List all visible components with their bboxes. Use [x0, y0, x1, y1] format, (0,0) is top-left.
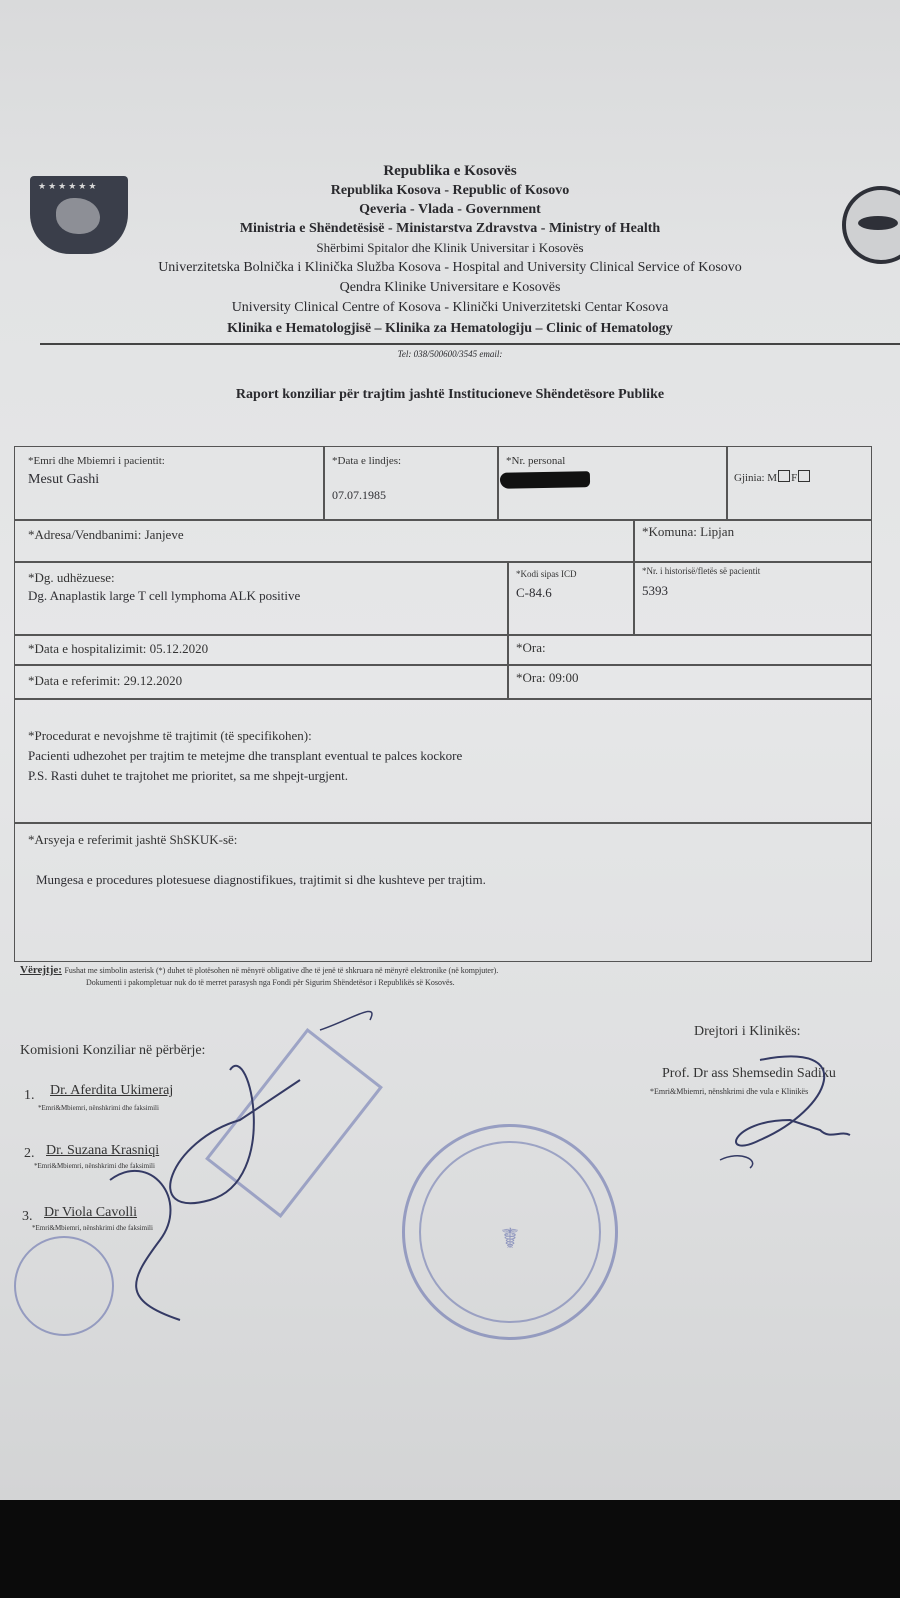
director-caption: *Emri&Mbiemri, nënshkrimi dhe vula e Klinikës — [650, 1087, 809, 1096]
member-3-name: Dr Viola Cavolli — [44, 1205, 138, 1220]
diagnosis-label: *Dg. udhëzuese: — [28, 570, 115, 585]
header-contact: Tel: 038/500600/3545 email: — [397, 349, 503, 359]
director-title: Drejtori i Klinikës: — [694, 1024, 801, 1039]
patient-name-label: *Emri dhe Mbiemri i pacientit: — [28, 455, 165, 467]
kosovo-coat-of-arms-icon: ★★★★★★ — [30, 176, 128, 254]
header-service: Shërbimi Spitalor dhe Klinik Universitar i Kosovës — [316, 240, 584, 255]
director-name: Prof. Dr ass Shemsedin Sadiku — [662, 1066, 836, 1081]
member-2-name: Dr. Suzana Krasniqi — [46, 1143, 160, 1158]
report-title: Raport konziliar për trajtim jashtë Institucioneve Shëndetësore Publike — [235, 387, 665, 402]
reason-value: Mungesa e procedures plotesuese diagnostifikues, trajtimit si dhe kushteve per trajtim. — [36, 872, 486, 887]
header-republic: Republika e Kosovës — [383, 163, 517, 179]
header-hospital: Univerzitetska Bolnička i Klinička Služba Kosova - Hospital and University Clinical Service of Kosovo — [158, 260, 742, 275]
header-ministry: Ministria e Shëndetësisë - Ministarstva Zdravstva - Ministry of Health — [239, 221, 661, 236]
note-label: Vërejtje: — [20, 964, 62, 976]
member-3-number: 3. — [22, 1209, 33, 1224]
patient-name-value: Mesut Gashi — [28, 472, 100, 487]
gender-field: Gjinia: M F — [734, 470, 811, 484]
personal-number-label: *Nr. personal — [506, 455, 566, 467]
member-2-caption: *Emri&Mbiemri, nënshkrimi dhe faksimili — [34, 1162, 155, 1170]
procedures-line-1: Pacienti udhezohet per trajtim te metejme dhe transplant eventual te palces kockore — [28, 748, 463, 763]
note-line-1: Fushat me simbolin asterisk (*) duhet të plotësohen në mënyrë obligative dhe të jenë të shkruara në mënyrë elektronike (në kompjuter). — [64, 966, 499, 975]
reason-label: *Arsyeja e referimit jashtë ShSKUK-së: — [28, 832, 238, 847]
address-field: *Adresa/Vendbanimi: Janjeve — [28, 527, 184, 542]
procedures-label: *Procedurat e nevojshme të trajtimit (të specifikohen): — [28, 728, 312, 743]
hospitalization-date: *Data e hospitalizimit: 05.12.2020 — [28, 641, 209, 656]
member-2-number: 2. — [24, 1146, 35, 1161]
note-line-2: Dokumenti i pakompletuar nuk do të merret parasysh nga Fondi për Sigurim Shëndetësor i Republikës së Kosovës. — [86, 978, 455, 987]
commune-field: *Komuna: Lipjan — [642, 524, 735, 539]
member-1-name: Dr. Aferdita Ukimeraj — [50, 1083, 174, 1098]
hospitalization-time: *Ora: — [516, 640, 546, 655]
icd-value: C-84.6 — [516, 585, 552, 600]
header-centre-sq: Qendra Klinike Universitare e Kosovës — [339, 280, 561, 295]
member-1-caption: *Emri&Mbiemri, nënshkrimi dhe faksimili — [38, 1104, 159, 1112]
committee-title: Komisioni Konziliar në përbërje: — [20, 1043, 206, 1058]
referral-time: *Ora: 09:00 — [516, 670, 579, 685]
header-centre-en: University Clinical Centre of Kosova - Klinički Univerzitetski Centar Kosova — [231, 300, 669, 315]
referral-date: *Data e referimit: 29.12.2020 — [28, 673, 183, 688]
dob-label: *Data e lindjes: — [332, 455, 402, 467]
icd-label: *Kodi sipas ICD — [516, 569, 577, 579]
header-government: Qeveria - Vlada - Government — [359, 202, 541, 217]
history-number-label: *Nr. i historisë/fletës së pacientit — [642, 566, 761, 576]
procedures-line-2: P.S. Rasti duhet te trajtohet me prioritet, sa me shpejt-urgjent. — [28, 768, 349, 783]
header-clinic: Klinika e Hematologjisë – Klinika za Hematologiju – Clinic of Hematology — [227, 321, 673, 336]
member-1-number: 1. — [24, 1088, 35, 1103]
diagnosis-value: Dg. Anaplastik large T cell lymphoma ALK positive — [28, 588, 301, 603]
header-republic-multilingual: Republika Kosova - Republic of Kosovo — [330, 183, 570, 198]
member-3-caption: *Emri&Mbiemri, nënshkrimi dhe faksimili — [32, 1224, 153, 1232]
dob-value: 07.07.1985 — [332, 488, 386, 502]
dark-background — [0, 1500, 900, 1598]
official-round-stamp: ☤ — [402, 1124, 618, 1340]
history-number-value: 5393 — [642, 583, 668, 598]
